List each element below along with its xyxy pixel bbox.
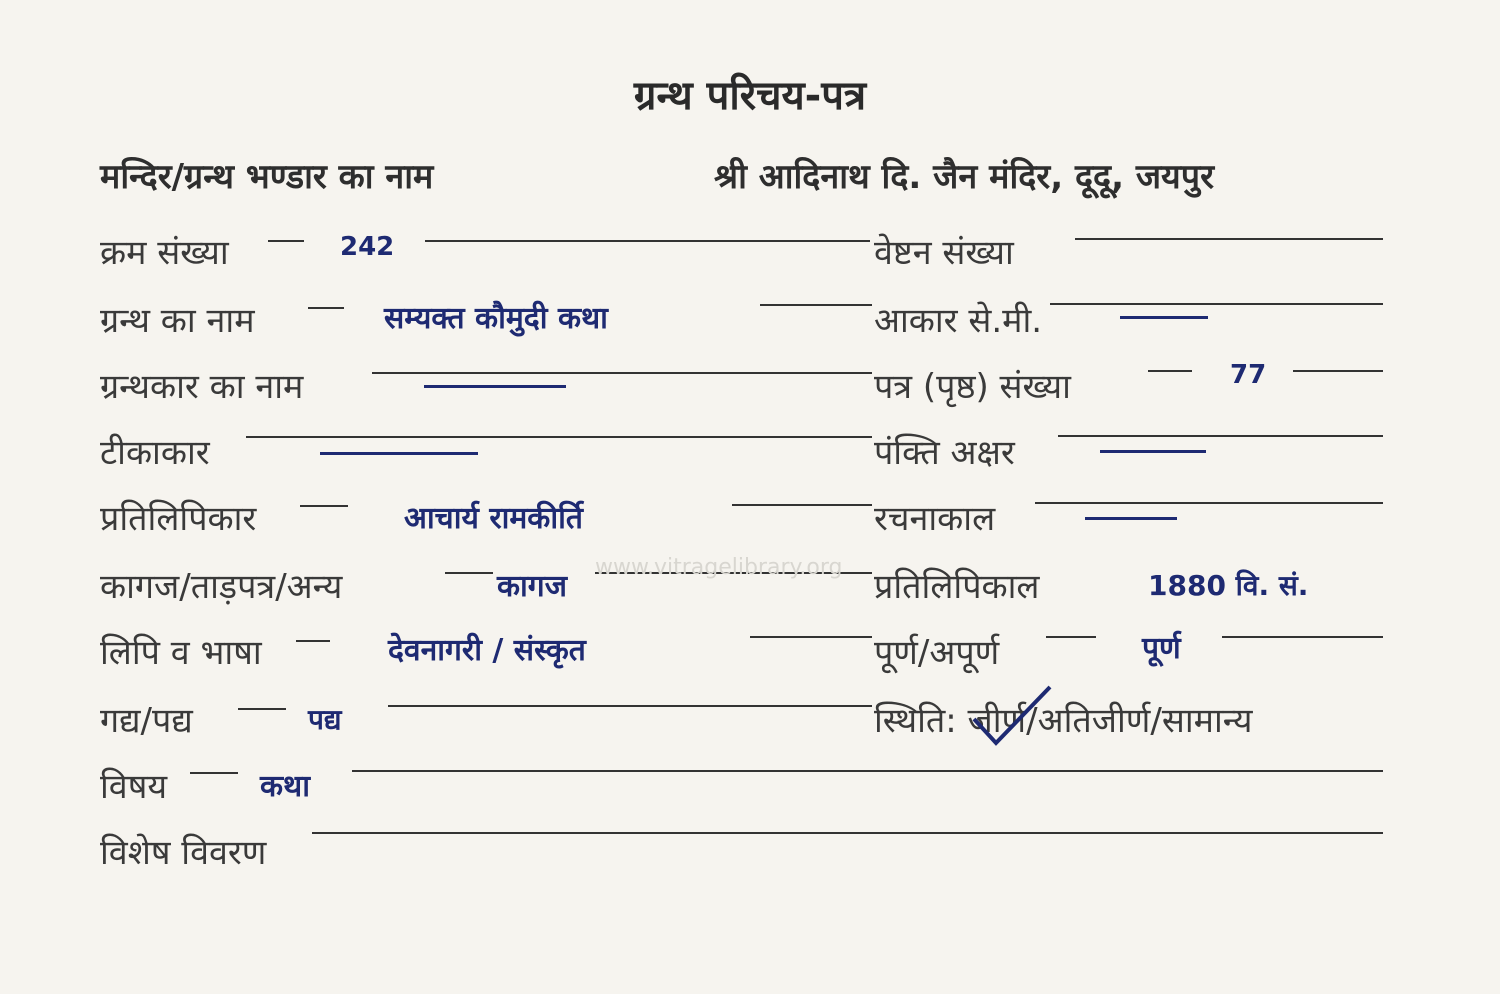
- material-value: कागज: [497, 569, 567, 604]
- line-letters-label: पंक्ति अक्षर: [874, 433, 1015, 473]
- composition-period-label: रचनाकाल: [874, 499, 996, 539]
- subject-value: कथा: [260, 769, 310, 804]
- serial-number-value: 242: [340, 232, 395, 262]
- temple-value: श्री आदिनाथ दि. जैन मंदिर, दूदू, जयपुर: [714, 157, 1214, 197]
- size-label: आकार से.मी.: [874, 301, 1043, 341]
- commentator-label: टीकाकार: [100, 433, 210, 473]
- rule-line: [1148, 370, 1192, 372]
- rule-line: [760, 304, 872, 306]
- book-name-label: ग्रन्थ का नाम: [100, 301, 255, 341]
- rule-line: [308, 307, 344, 309]
- bundle-number-label: वेष्टन संख्या: [874, 233, 1014, 273]
- card-title: ग्रन्थ परिचय-पत्र: [633, 73, 867, 119]
- script-language-label: लिपि व भाषा: [100, 633, 262, 673]
- rule-line: [732, 504, 872, 506]
- rule-line: [238, 708, 286, 710]
- rule-line: [425, 240, 870, 242]
- rule-line: [352, 770, 1383, 772]
- temple-label: मन्दिर/ग्रन्थ भण्डार का नाम: [100, 157, 434, 197]
- prose-verse-label: गद्य/पद्य: [100, 701, 193, 741]
- checkmark-icon: [970, 683, 1054, 747]
- prose-verse-value: पद्य: [308, 703, 342, 736]
- watermark: www.vitragelibrary.org: [595, 555, 843, 580]
- material-label: कागज/ताड़पत्र/अन्य: [100, 567, 343, 607]
- rule-line: [388, 705, 872, 707]
- script-language-value: देवनागरी / संस्कृत: [388, 633, 586, 668]
- rule-line: [268, 240, 304, 242]
- blank-value-mark: [1085, 517, 1177, 520]
- rule-line: [1058, 435, 1383, 437]
- rule-line: [190, 772, 238, 774]
- rule-line: [445, 572, 493, 574]
- rule-line: [246, 436, 872, 438]
- rule-line: [1046, 636, 1096, 638]
- condition-label: स्थिति: जीर्ण/अतिजीर्ण/सामान्य: [874, 701, 1253, 741]
- blank-value-mark: [1120, 316, 1208, 319]
- page-count-value: 77: [1230, 360, 1267, 390]
- page-count-label: पत्र (पृष्ठ) संख्या: [874, 367, 1071, 407]
- rule-line: [750, 636, 872, 638]
- serial-number-label: क्रम संख्या: [100, 233, 229, 273]
- copyist-value: आचार्य रामकीर्ति: [404, 501, 583, 536]
- rule-line: [1075, 238, 1383, 240]
- copy-period-label: प्रतिलिपिकाल: [874, 567, 1040, 607]
- subject-label: विषय: [100, 767, 168, 807]
- rule-line: [1293, 370, 1383, 372]
- rule-line: [372, 372, 872, 374]
- complete-label: पूर्ण/अपूर्ण: [874, 633, 1000, 673]
- author-label: ग्रन्थकार का नाम: [100, 367, 304, 407]
- rule-line: [296, 640, 330, 642]
- special-details-label: विशेष विवरण: [100, 833, 267, 873]
- book-name-value: सम्यक्त कौमुदी कथा: [384, 301, 608, 336]
- rule-line: [1050, 303, 1383, 305]
- copy-period-value: 1880 वि. सं.: [1148, 569, 1309, 602]
- rule-line: [1222, 636, 1383, 638]
- copyist-label: प्रतिलिपिकार: [100, 499, 257, 539]
- blank-value-mark: [1100, 450, 1206, 453]
- blank-value-mark: [424, 385, 566, 388]
- rule-line: [300, 505, 348, 507]
- complete-value: पूर्ण: [1142, 631, 1181, 666]
- rule-line: [1035, 502, 1383, 504]
- blank-value-mark: [320, 452, 478, 455]
- rule-line: [312, 832, 1383, 834]
